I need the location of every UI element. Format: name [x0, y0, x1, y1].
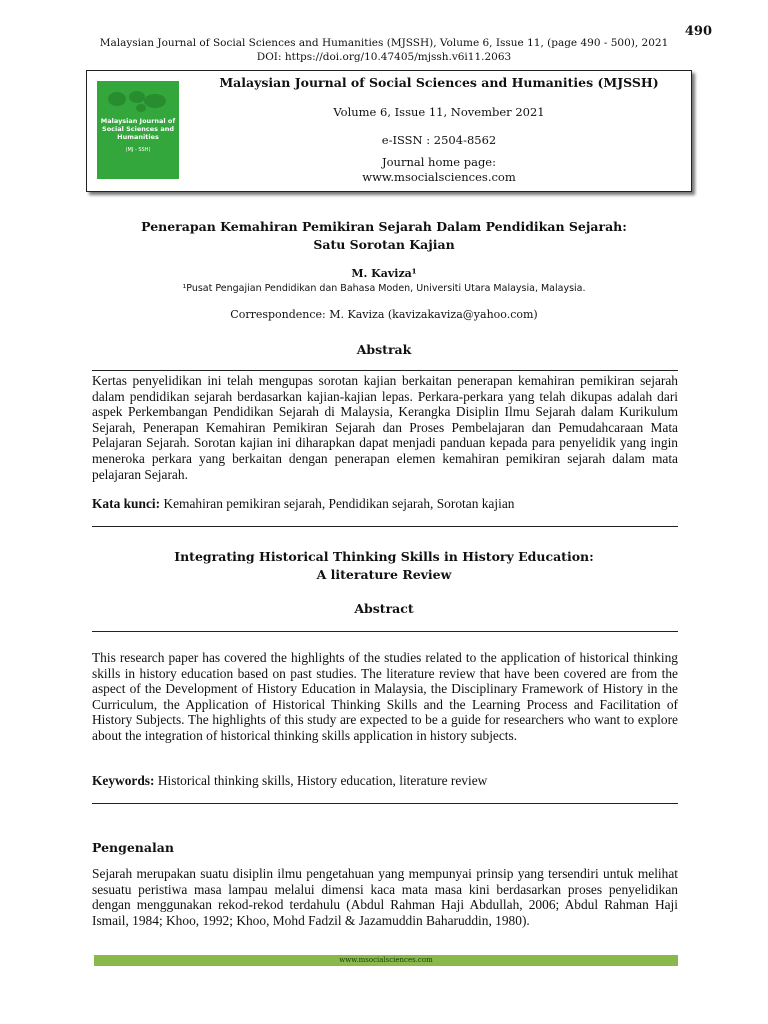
running-header-doi: DOI: https://doi.org/10.47405/mjssh.v6i11.2063: [256, 51, 512, 63]
abstract-heading: Abstract: [354, 601, 414, 616]
author-affiliation: ¹Pusat Pengajian Pendidikan dan Bahasa Moden, Universiti Utara Malaysia, Malaysia.: [182, 283, 586, 294]
kata-kunci-values: Kemahiran pemikiran sejarah, Pendidikan sejarah, Sorotan kajian: [163, 496, 515, 511]
divider: [92, 526, 678, 527]
kata-kunci-label: Kata kunci:: [92, 496, 161, 511]
author-name: M. Kaviza¹: [351, 267, 417, 280]
footer-bar: [94, 955, 678, 966]
homepage-url[interactable]: www.msocialsciences.com: [362, 170, 516, 184]
article-title-english-line2: A literature Review: [316, 567, 452, 582]
running-header: [40, 36, 728, 64]
correspondence: Correspondence: M. Kaviza (kavizakaviza@yahoo.com): [230, 308, 538, 321]
article-title-malay-line1: Penerapan Kemahiran Pemikiran Sejarah Dalam Pendidikan Sejarah:: [141, 219, 627, 234]
article-title-english-line1: Integrating Historical Thinking Skills in History Education:: [174, 549, 594, 564]
divider: [92, 631, 678, 632]
footer-url[interactable]: www.msocialsciences.com: [339, 956, 433, 964]
abstract-text: This research paper has covered the highlights of the studies related to the application of historical thinking skills in history education based on past studies. The literature review that have been covered are from the aspect of the Development of History Education in Malaysia, the Disciplinary Framework of History in the Curriculum, the Application of Historical Thinking Skills and the Learning Process and Facilitation of History Subjects. The highlights of this study are expected to be a guide for researchers who want to explore about the integration of historical thinking skills application in history subjects.: [92, 650, 678, 743]
homepage-label: Journal home page:: [382, 155, 496, 169]
journal-volume: Volume 6, Issue 11, November 2021: [333, 105, 545, 119]
abstrak-text: Kertas penyelidikan ini telah mengupas sorotan kajian berkaitan penerapan kemahiran pemikiran sejarah dalam pendidikan sejarah berdasarkan kajian-kajian lepas. Perkara-perkara yang telah dikupas adalah dari aspek Perkembangan Pendidikan Sejarah di Malaysia, Kerangka Disiplin Ilmu Sejarah dalam Kurikulum Sejarah, Penerapan Kemahiran Pemikiran Sejarah dan Proses Pembelajaran dan Pemudahcaraan Mata Pelajaran Sejarah. Sorotan kajian ini diharapkan dapat menjadi panduan kepada para penyelidik yang ingin meneroka perkara yang berkaitan dengan penerapan elemen kemahiran pemikiran sejarah dalam mata pelajaran Sejarah.: [92, 373, 678, 482]
keywords-values: Historical thinking skills, History education, literature review: [157, 773, 488, 788]
introduction-heading: Pengenalan: [92, 840, 174, 855]
kata-kunci: [92, 496, 678, 512]
cover-title: Malaysian Journal of Social Sciences and Humanities: [100, 117, 176, 141]
journal-header-box: [86, 70, 692, 192]
journal-cover-image: [97, 81, 179, 179]
keywords-label: Keywords:: [92, 773, 155, 788]
article-title-english: [0, 548, 768, 584]
journal-homepage: [197, 155, 681, 185]
divider: [92, 803, 678, 804]
keywords: [92, 773, 678, 789]
world-map-icon: [103, 87, 173, 115]
page-number: 490: [684, 24, 712, 39]
abstrak-heading: Abstrak: [356, 342, 412, 357]
cover-issn: (MJ - SSH): [125, 147, 151, 153]
journal-eissn: e-ISSN : 2504-8562: [381, 133, 497, 147]
article-title-malay-line2: Satu Sorotan Kajian: [313, 237, 455, 252]
introduction-text: Sejarah merupakan suatu disiplin ilmu pengetahuan yang mempunyai prinsip yang tersendiri untuk melihat sesuatu peristiwa masa lampau melalui dimensi kaca mata masa kini berdasarkan proses penyelidikan dengan menggunakan rekod-rekod terdahulu (Abdul Rahman Haji Abdullah, 2006; Abdul Rahman Haji Ismail, 1984; Khoo, 1992; Khoo, Mohd Fadzil & Jazamuddin Baharuddin, 1980).: [92, 866, 678, 928]
journal-title: Malaysian Journal of Social Sciences and Humanities (MJSSH): [219, 75, 659, 90]
running-header-citation: Malaysian Journal of Social Sciences and Humanities (MJSSH), Volume 6, Issue 11, (page 490 - 500), 2021: [99, 37, 669, 49]
divider: [92, 370, 678, 371]
article-title-malay: [0, 218, 768, 254]
